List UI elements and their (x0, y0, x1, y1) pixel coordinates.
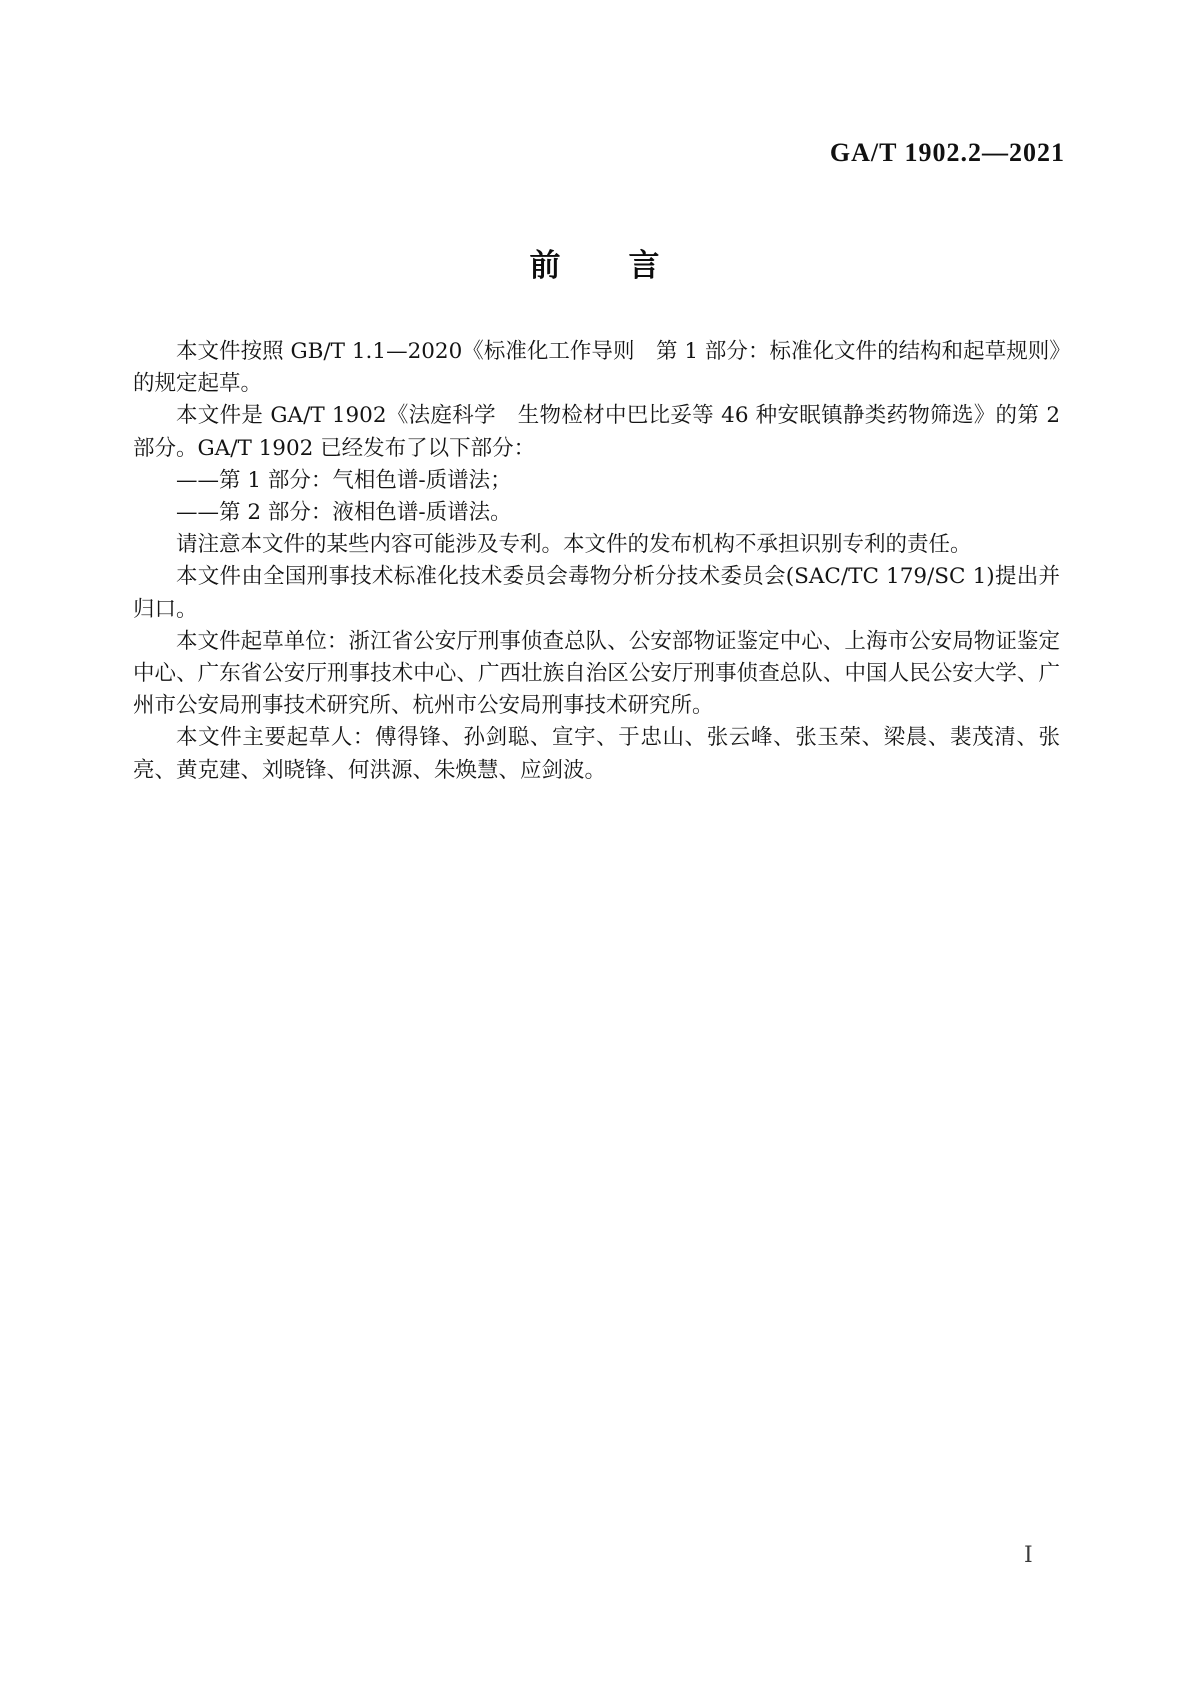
foreword-paragraph-drafters: 本文件主要起草人：傅得锋、孙剑聪、宣宇、于忠山、张云峰、张玉荣、梁晨、裴茂清、张亮、黄克建、刘晓锋、何洪源、朱焕慧、应剑波。 (133, 725, 1060, 783)
page-number: I (1024, 1543, 1033, 1568)
standard-code-header: GA/T 1902.2—2021 (829, 138, 1065, 167)
foreword-list-item-part2: ——第 2 部分：液相色谱-质谱法。 (176, 500, 512, 526)
foreword-body (133, 336, 1060, 787)
foreword-paragraph-patent-notice: 请注意本文件的某些内容可能涉及专利。本文件的发布机构不承担识别专利的责任。 (176, 532, 972, 558)
foreword-title: 前 言 (529, 248, 662, 284)
foreword-list-item-part1: ——第 1 部分：气相色谱-质谱法； (176, 467, 512, 493)
foreword-paragraph-drafting-organizations: 本文件起草单位：浙江省公安厅刑事侦查总队、公安部物证鉴定中心、上海市公安局物证鉴定中心、广东省公安厅刑事技术中心、广西壮族自治区公安厅刑事侦查总队、中国人民公安大学、广州市公安局刑事技术研究所、杭州市公安局刑事技术研究所。 (133, 628, 1060, 719)
foreword-paragraph-drafting-rules: 本文件按照 GB/T 1.1—2020《标准化工作导则 第 1 部分：标准化文件的结构和起草规则》的规定起草。 (133, 339, 1060, 397)
foreword-paragraph-committee: 本文件由全国刑事技术标准化技术委员会毒物分析分技术委员会(SAC/TC 179/SC 1)提出并归口。 (133, 564, 1060, 622)
foreword-paragraph-part-statement: 本文件是 GA/T 1902《法庭科学 生物检材中巴比妥等 46 种安眠镇静类药物筛选》的第 2 部分。GA/T 1902 已经发布了以下部分： (133, 403, 1060, 461)
